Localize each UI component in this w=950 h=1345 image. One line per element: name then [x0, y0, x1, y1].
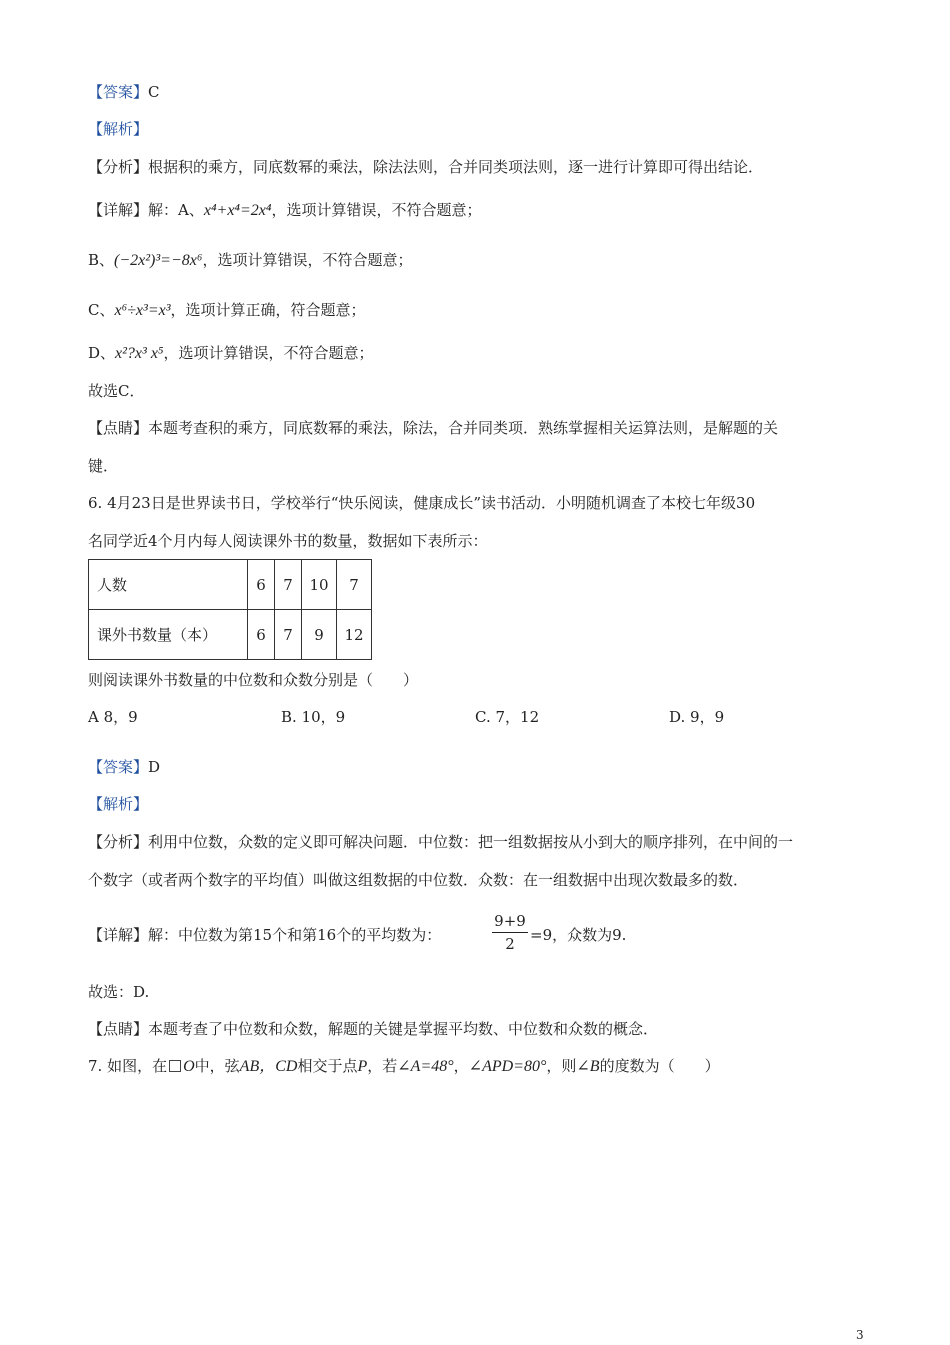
dianjing-tag: 【点睛】	[88, 419, 149, 437]
xiangjie-result	[530, 925, 626, 945]
xiangjie-tag: 【详解】	[88, 926, 149, 944]
formula-b: (−2x²)³=−8x⁶	[114, 252, 203, 269]
option-d-text: ，选项计算错误，不符合题意；	[163, 344, 374, 362]
line-c	[88, 300, 366, 321]
q7-mid-2: 相交于点	[297, 1057, 358, 1075]
xiangjie-tag: 【详解】	[88, 201, 149, 219]
formula-d: x²?x³ x⁵	[115, 345, 164, 362]
table-cell: 12	[337, 610, 372, 660]
xiangjie-tail: ，众数为9.	[552, 926, 627, 944]
option-c-text: ，选项计算正确，符合题意；	[170, 301, 366, 319]
dianjing-text-2: 键．	[88, 457, 119, 475]
table-cell: 6	[248, 610, 275, 660]
q7-prefix: 7. 如图，在	[88, 1057, 168, 1075]
page-number: 3	[856, 1328, 864, 1342]
conclusion-q6: 故选：D.	[88, 983, 150, 1001]
fraction-numerator: 9+9	[494, 912, 526, 930]
fenxi-tag: 【分析】	[88, 158, 149, 176]
table-cell: 7	[275, 560, 302, 610]
chords: AB，CD	[239, 1058, 298, 1075]
fenxi-text-2: 个数字（或者两个数字的平均值）叫做这组数据的中位数．众数：在一组数据中出现次数最多的数．	[88, 871, 749, 889]
intersection-point: P	[357, 1058, 368, 1075]
option-b-text: ，选项计算错误，不符合题意；	[202, 251, 413, 269]
jiexi-tag: 【解析】	[88, 120, 149, 138]
formula-a: x⁴+x⁴=2x⁴	[203, 202, 272, 219]
table-cell: 6	[248, 560, 275, 610]
xiangjie-lead: 解：中位数为第15个和第16个的平均数为：	[148, 926, 442, 944]
answer-line-q5	[88, 82, 160, 102]
option-a-text: ，选项计算错误，不符合题意；	[271, 201, 482, 219]
fraction-result: =9	[530, 926, 553, 944]
xiangjie-line-a	[88, 200, 481, 221]
reading-data-table	[88, 559, 372, 660]
option-b: B. 10，9	[281, 708, 346, 726]
dianjing-text: 本题考查了中位数和众数，解题的关键是掌握平均数、中位数和众数的概念．	[148, 1020, 659, 1038]
condition-1: ∠A=48°	[397, 1058, 454, 1075]
option-d: D. 9，9	[669, 708, 725, 726]
q6-stem-2: 名同学近4个月内每人阅读课外书的数量，数据如下表所示：	[88, 532, 488, 550]
table-cell: 7	[337, 560, 372, 610]
q7-suffix: 的度数为（ ）	[599, 1057, 720, 1075]
answer-value: D	[148, 758, 161, 776]
conclusion-q5: 故选C．	[88, 382, 145, 400]
option-a: A 8，9	[88, 708, 138, 726]
circle-name: O	[183, 1058, 195, 1075]
fenxi-line	[88, 157, 763, 177]
xiangjie-lead: 解：A、	[148, 201, 204, 219]
fraction-bar	[492, 932, 528, 933]
fraction	[492, 912, 528, 953]
option-c-label: C、	[88, 301, 115, 319]
line-d	[88, 343, 374, 364]
table-row	[89, 560, 372, 610]
fenxi-tag: 【分析】	[88, 833, 149, 851]
condition-separator: ，	[453, 1057, 469, 1075]
dianjing-tag: 【点睛】	[88, 1020, 149, 1038]
option-d-label: D、	[88, 344, 116, 362]
row-header-people: 人数	[89, 560, 248, 610]
formula-c: x⁶÷x³=x³	[114, 302, 171, 319]
circle-symbol-icon	[169, 1060, 181, 1072]
q6-question: 则阅读课外书数量的中位数和众数分别是（ ）	[88, 671, 419, 689]
jiexi-tag: 【解析】	[88, 795, 149, 813]
q7-mid-1: 中，弦	[194, 1057, 240, 1075]
dianjing-line	[88, 1019, 658, 1039]
table-cell: 7	[275, 610, 302, 660]
q7-mid-4: ，则	[546, 1057, 577, 1075]
fraction-denominator: 2	[505, 935, 515, 953]
row-header-books: 课外书数量（本）	[89, 610, 248, 660]
q7-stem	[88, 1056, 720, 1077]
target-angle: ∠B	[576, 1058, 600, 1075]
dianjing-line-1	[88, 418, 778, 438]
answer-tag: 【答案】	[88, 758, 149, 776]
fenxi-text-1: 利用中位数，众数的定义即可解决问题．中位数：把一组数据按从小到大的顺序排列，在中间的一	[148, 833, 794, 851]
q7-mid-3: ，若	[367, 1057, 398, 1075]
table-row	[89, 610, 372, 660]
table-cell: 10	[302, 560, 337, 610]
table-cell: 9	[302, 610, 337, 660]
fenxi-line-1	[88, 832, 793, 852]
xiangjie-line	[88, 925, 441, 945]
condition-2: ∠APD=80°	[468, 1058, 547, 1075]
fenxi-text: 根据积的乘方，同底数幂的乘法，除法法则，合并同类项法则，逐一进行计算即可得出结论．	[148, 158, 764, 176]
answer-tag: 【答案】	[88, 83, 149, 101]
answer-value: C	[148, 83, 160, 101]
q6-stem-1: 6. 4月23日是世界读书日，学校举行“快乐阅读，健康成长”读书活动．小明随机调查了本校七年级30	[88, 494, 756, 512]
line-b	[88, 250, 412, 271]
dianjing-text-1: 本题考查积的乘方，同底数幂的乘法，除法，合并同类项．熟练掌握相关运算法则，是解题的关	[148, 419, 779, 437]
option-c: C. 7，12	[475, 708, 540, 726]
answer-line-q6	[88, 757, 160, 777]
option-b-label: B、	[88, 251, 115, 269]
